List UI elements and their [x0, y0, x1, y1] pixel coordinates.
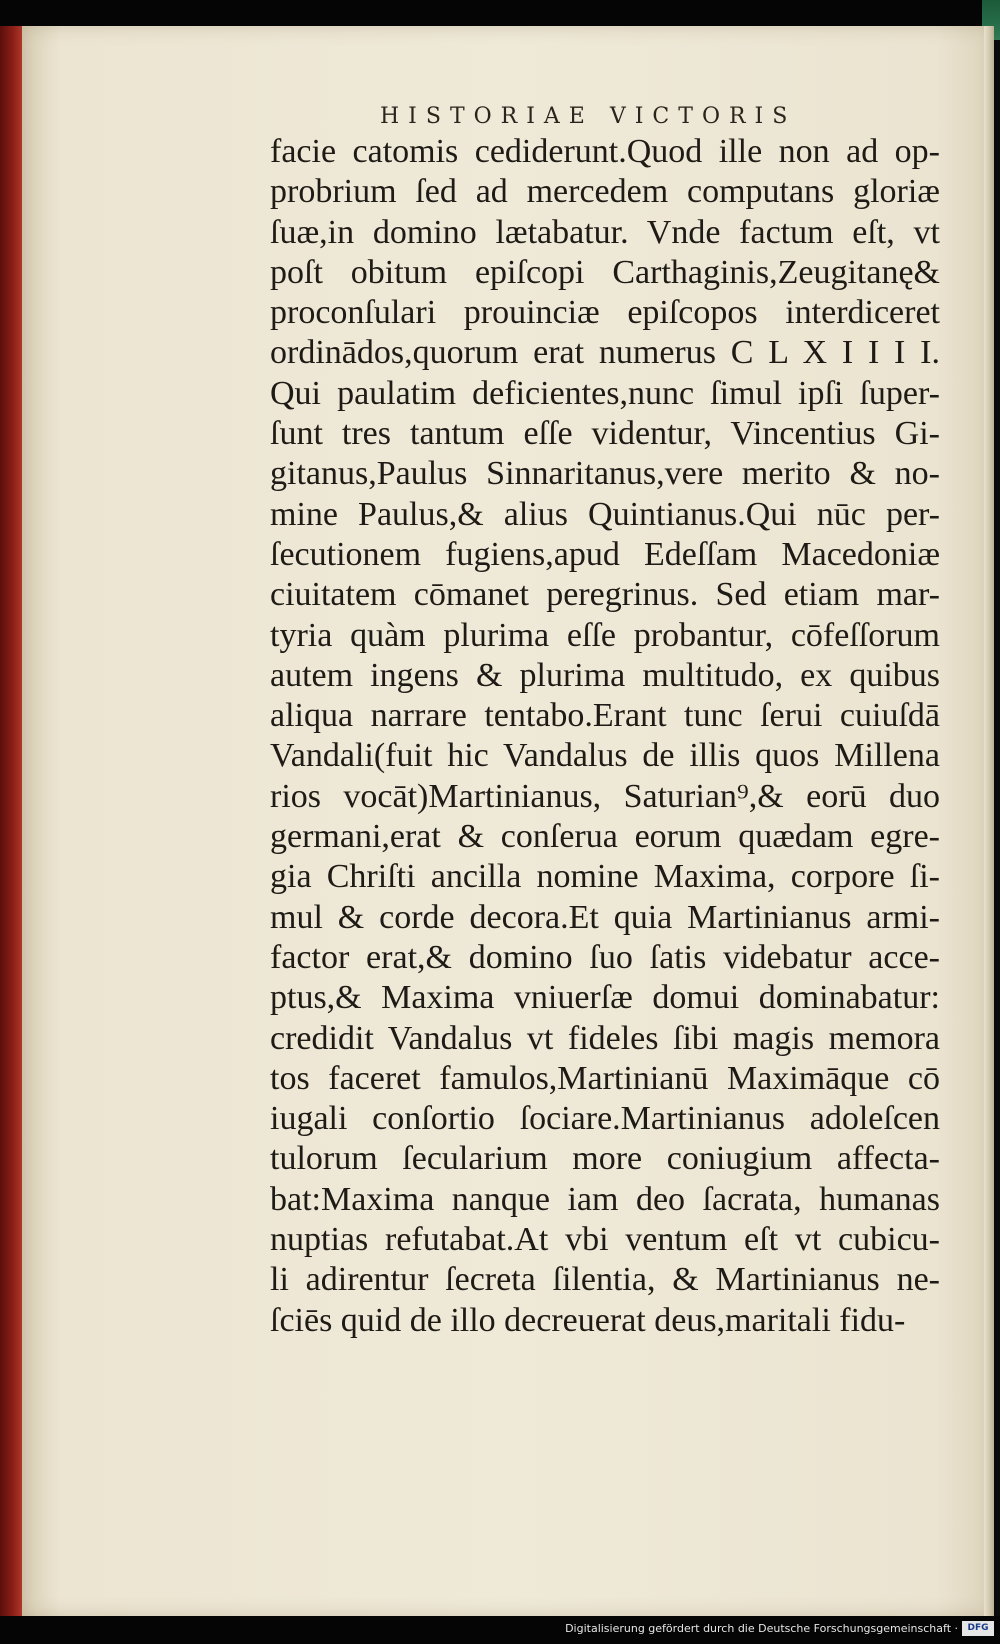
text-line: aliqua narrare tentabo.Erant tunc ſerui cuiuſdā [270, 697, 940, 735]
text-line: ſecutionem fugiens,apud Edeſſam Macedoniæ [270, 535, 940, 573]
text-line: ordinādos,quorum erat numerus C L X I I I I. [270, 334, 940, 372]
text-line: gia Chriſti ancilla nomine Maxima, corpore ſi- [270, 858, 940, 896]
text-line: tulorum ſecularium more coniugium affecta- [270, 1140, 940, 1178]
page-fore-edge [984, 26, 994, 1616]
text-line: tyria quàm plurima eſſe probantur, cōfeſſorum [270, 616, 940, 654]
dfg-logo: DFG [962, 1621, 994, 1636]
text-line: poſt obitum epiſcopi Carthaginis,Zeugitanę& [270, 253, 940, 291]
text-line: Vandali(fuit hic Vandalus de illis quos Millena [270, 737, 940, 775]
running-head: HISTORIAE VICTORIS [380, 104, 797, 129]
text-line: mul & corde decora.Et quia Martinianus armi- [270, 898, 940, 936]
body-text [270, 132, 940, 1341]
text-line: bat:Maxima nanque iam deo ſacrata, humanas [270, 1180, 940, 1218]
text-line: ptus,& Maxima vniuerſæ domui dominabatur: [270, 979, 940, 1017]
text-line: ſuæ,in domino lætabatur. Vnde factum eſt, vt [270, 213, 940, 251]
text-line: proconſulari prouinciæ epiſcopos interdiceret [270, 294, 940, 332]
text-line: mine Paulus,& alius Quintianus.Qui nūc per- [270, 495, 940, 533]
text-line: li adirentur ſecreta ſilentia, & Martinianus ne- [270, 1261, 940, 1299]
text-line: tos faceret famulos,Martinianū Maximāque cō [270, 1059, 940, 1097]
text-line: credidit Vandalus vt fideles ſibi magis memora [270, 1019, 940, 1057]
text-line: factor erat,& domino ſuo ſatis videbatur acce- [270, 938, 940, 976]
text-line: ciuitatem cōmanet peregrinus. Sed etiam mar- [270, 576, 940, 614]
text-line: autem ingens & plurima multitudo, ex quibus [270, 656, 940, 694]
text-line: iugali conſortio ſociare.Martinianus adoleſcen [270, 1100, 940, 1138]
digitization-credit: Digitalisierung gefördert durch die Deutsche Forschungsgemeinschaft · [565, 1622, 958, 1635]
text-line: facie catomis cediderunt.Quod ille non ad op- [270, 133, 940, 170]
text-line: gitanus,Paulus Sinnaritanus,vere merito & no- [270, 455, 940, 493]
text-line: germani,erat & conſerua eorum quædam egre- [270, 818, 940, 856]
text-line: rios vocāt)Martinianus, Saturian⁹,& eorū duo [270, 777, 940, 815]
text-line: probrium ſed ad mercedem computans gloriæ [270, 173, 940, 211]
text-line: ſciēs quid de illo decreuerat deus,maritali fidu- [270, 1301, 906, 1339]
text-line: nuptias refutabat.At vbi ventum eſt vt cubicu- [270, 1221, 940, 1259]
text-line: ſunt tres tantum eſſe videntur, Vincentius Gi- [270, 415, 940, 453]
text-line: Qui paulatim deficientes,nunc ſimul ipſi ſuper- [270, 374, 940, 412]
